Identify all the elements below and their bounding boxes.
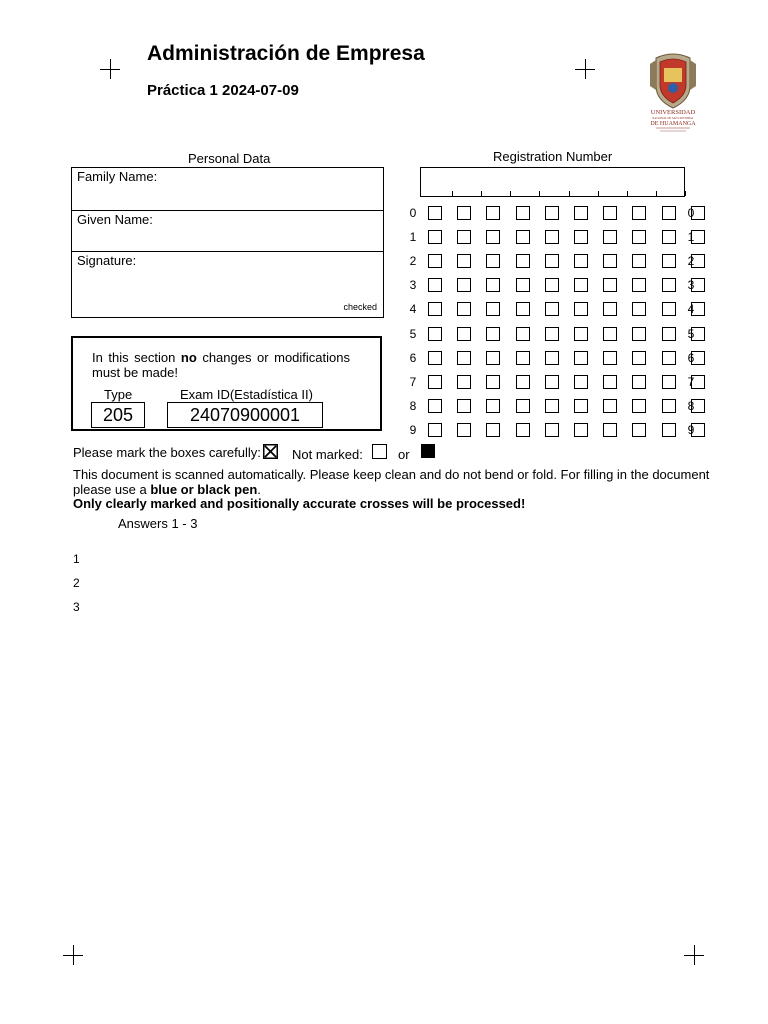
registration-digit-grid xyxy=(0,0,768,450)
registration-mark-bottom-right xyxy=(684,945,704,965)
registration-digit-checkbox[interactable] xyxy=(574,327,588,341)
registration-digit-checkbox[interactable] xyxy=(662,254,676,268)
scan-notice-line-2: please use a blue or black pen. xyxy=(73,482,261,497)
registration-digit-checkbox[interactable] xyxy=(574,230,588,244)
pen-color-bold: blue or black pen xyxy=(150,482,258,497)
digit-label-left: 5 xyxy=(409,326,417,341)
digit-label-right: 3 xyxy=(687,278,695,293)
registration-digit-checkbox[interactable] xyxy=(574,278,588,292)
registration-digit-checkbox[interactable] xyxy=(457,206,471,220)
answer-number: 2 xyxy=(73,576,80,590)
registration-digit-checkbox[interactable] xyxy=(516,278,530,292)
registration-digit-checkbox[interactable] xyxy=(545,230,559,244)
registration-digit-checkbox[interactable] xyxy=(545,302,559,316)
registration-digit-checkbox[interactable] xyxy=(545,206,559,220)
digit-label-left: 8 xyxy=(409,398,417,413)
digit-label-left: 6 xyxy=(409,350,417,365)
registration-digit-checkbox[interactable] xyxy=(457,375,471,389)
registration-digit-checkbox[interactable] xyxy=(516,375,530,389)
digit-label-right: 8 xyxy=(687,398,695,413)
registration-digit-checkbox[interactable] xyxy=(457,351,471,365)
or-label: or xyxy=(398,447,410,462)
registration-digit-checkbox[interactable] xyxy=(428,206,442,220)
logo-line-1: UNIVERSIDAD xyxy=(650,109,696,116)
digit-label-right: 5 xyxy=(687,326,695,341)
registration-digit-checkbox[interactable] xyxy=(574,302,588,316)
registration-digit-checkbox[interactable] xyxy=(603,399,617,413)
checked-label: checked xyxy=(343,302,377,312)
registration-digit-checkbox[interactable] xyxy=(632,254,646,268)
registration-digit-checkbox[interactable] xyxy=(662,375,676,389)
registration-digit-checkbox[interactable] xyxy=(603,423,617,437)
registration-digit-checkbox[interactable] xyxy=(632,423,646,437)
digit-label-right: 9 xyxy=(687,422,695,437)
scan-notice-line-1: This document is scanned automatically. Please keep clean and do not bend or fold. For filling in the document xyxy=(73,467,710,482)
page-subtitle: Práctica 1 2024-07-09 xyxy=(147,82,299,99)
digit-label-left: 1 xyxy=(409,230,417,245)
registration-digit-checkbox[interactable] xyxy=(545,375,559,389)
digit-label-right: 0 xyxy=(687,206,695,220)
registration-digit-checkbox[interactable] xyxy=(428,230,442,244)
registration-digit-checkbox[interactable] xyxy=(486,278,500,292)
registration-digit-checkbox[interactable] xyxy=(428,327,442,341)
registration-digit-checkbox[interactable] xyxy=(662,230,676,244)
family-name-label: Family Name: xyxy=(77,169,158,184)
registration-digit-checkbox[interactable] xyxy=(516,206,530,220)
registration-digit-checkbox[interactable] xyxy=(457,327,471,341)
registration-digit-checkbox[interactable] xyxy=(545,423,559,437)
exam-id-label: Exam ID(Estadística II) xyxy=(180,387,313,402)
exam-id-value: 24070900001 xyxy=(167,402,323,428)
marked-example-icon xyxy=(263,444,278,459)
registration-digit-checkbox[interactable] xyxy=(428,423,442,437)
registration-digit-checkbox[interactable] xyxy=(662,302,676,316)
registration-digit-checkbox[interactable] xyxy=(545,278,559,292)
registration-digit-checkbox[interactable] xyxy=(603,375,617,389)
digit-label-right: 7 xyxy=(687,374,695,389)
filled-example-box xyxy=(421,444,435,458)
registration-digit-checkbox[interactable] xyxy=(603,302,617,316)
registration-digit-checkbox[interactable] xyxy=(603,351,617,365)
registration-digit-checkbox[interactable] xyxy=(662,278,676,292)
registration-digit-checkbox[interactable] xyxy=(662,206,676,220)
registration-number-heading: Registration Number xyxy=(493,149,613,164)
registration-digit-checkbox[interactable] xyxy=(516,254,530,268)
registration-digit-checkbox[interactable] xyxy=(662,327,676,341)
digit-label-left: 9 xyxy=(409,422,417,437)
registration-digit-checkbox[interactable] xyxy=(516,327,530,341)
registration-digit-checkbox[interactable] xyxy=(428,351,442,365)
notice-text: In this section no changes or modifications must be made! xyxy=(92,350,350,380)
registration-digit-checkbox[interactable] xyxy=(603,206,617,220)
answer-number: 3 xyxy=(73,600,80,614)
registration-digit-checkbox[interactable] xyxy=(632,351,646,365)
processing-warning: Only clearly marked and positionally accurate crosses will be processed! xyxy=(73,496,526,511)
registration-digit-checkbox[interactable] xyxy=(574,375,588,389)
registration-digit-checkbox[interactable] xyxy=(428,375,442,389)
registration-digit-checkbox[interactable] xyxy=(486,423,500,437)
digit-label-right: 2 xyxy=(687,254,695,269)
notice-no-bold: no xyxy=(180,350,197,365)
personal-data-heading: Personal Data xyxy=(188,151,271,166)
registration-digit-checkbox[interactable] xyxy=(516,423,530,437)
registration-digit-checkbox[interactable] xyxy=(662,399,676,413)
registration-digit-checkbox[interactable] xyxy=(486,230,500,244)
registration-digit-checkbox[interactable] xyxy=(574,351,588,365)
registration-digit-checkbox[interactable] xyxy=(603,230,617,244)
registration-digit-checkbox[interactable] xyxy=(428,254,442,268)
registration-digit-checkbox[interactable] xyxy=(574,423,588,437)
answer-number: 1 xyxy=(73,552,80,566)
registration-digit-checkbox[interactable] xyxy=(516,399,530,413)
registration-digit-checkbox[interactable] xyxy=(428,399,442,413)
registration-digit-checkbox[interactable] xyxy=(457,278,471,292)
registration-digit-checkbox[interactable] xyxy=(545,327,559,341)
unmarked-example-box xyxy=(372,444,387,459)
registration-digit-checkbox[interactable] xyxy=(486,302,500,316)
registration-digit-checkbox[interactable] xyxy=(632,206,646,220)
registration-digit-checkbox[interactable] xyxy=(486,327,500,341)
registration-digit-checkbox[interactable] xyxy=(486,351,500,365)
registration-digit-checkbox[interactable] xyxy=(457,423,471,437)
registration-digit-checkbox[interactable] xyxy=(603,327,617,341)
registration-digit-checkbox[interactable] xyxy=(662,423,676,437)
registration-digit-checkbox[interactable] xyxy=(574,399,588,413)
registration-digit-checkbox[interactable] xyxy=(428,302,442,316)
registration-digit-checkbox[interactable] xyxy=(457,302,471,316)
registration-digit-checkbox[interactable] xyxy=(457,230,471,244)
digit-label-right: 4 xyxy=(687,302,695,317)
registration-digit-checkbox[interactable] xyxy=(545,254,559,268)
registration-digit-checkbox[interactable] xyxy=(632,230,646,244)
registration-digit-checkbox[interactable] xyxy=(486,375,500,389)
registration-digit-checkbox[interactable] xyxy=(632,375,646,389)
digit-label-left: 3 xyxy=(409,278,417,293)
given-name-label: Given Name: xyxy=(77,212,153,227)
registration-digit-checkbox[interactable] xyxy=(486,206,500,220)
logo-line-3: DE HUAMANGA xyxy=(650,121,696,127)
digit-label-left: 2 xyxy=(409,254,417,269)
digit-label-left: 0 xyxy=(409,206,417,220)
page-title: Administración de Empresa xyxy=(147,42,425,65)
not-marked-label: Not marked: xyxy=(292,447,363,462)
digit-label-right: 1 xyxy=(687,230,695,245)
registration-digit-checkbox[interactable] xyxy=(574,254,588,268)
digit-label-right: 6 xyxy=(687,350,695,365)
registration-digit-checkbox[interactable] xyxy=(545,399,559,413)
logo-line-2: NACIONAL DE SAN CRISTÓBAL xyxy=(652,117,694,120)
registration-digit-checkbox[interactable] xyxy=(457,254,471,268)
registration-digit-checkbox[interactable] xyxy=(574,206,588,220)
digit-label-left: 7 xyxy=(409,374,417,389)
registration-digit-checkbox[interactable] xyxy=(632,302,646,316)
registration-digit-checkbox[interactable] xyxy=(516,302,530,316)
registration-digit-checkbox[interactable] xyxy=(486,254,500,268)
type-value: 205 xyxy=(91,402,145,428)
registration-digit-checkbox[interactable] xyxy=(662,351,676,365)
registration-digit-checkbox[interactable] xyxy=(516,230,530,244)
registration-digit-checkbox[interactable] xyxy=(457,399,471,413)
registration-digit-checkbox[interactable] xyxy=(632,327,646,341)
signature-label: Signature: xyxy=(77,253,137,268)
registration-digit-checkbox[interactable] xyxy=(516,351,530,365)
registration-digit-checkbox[interactable] xyxy=(632,399,646,413)
mark-instruction-label: Please mark the boxes carefully: xyxy=(73,445,261,460)
registration-digit-checkbox[interactable] xyxy=(603,254,617,268)
answers-heading: Answers 1 - 3 xyxy=(118,516,198,531)
registration-digit-checkbox[interactable] xyxy=(603,278,617,292)
registration-digit-checkbox[interactable] xyxy=(486,399,500,413)
registration-mark-bottom-left xyxy=(63,945,83,965)
digit-label-left: 4 xyxy=(409,302,417,317)
registration-digit-checkbox[interactable] xyxy=(545,351,559,365)
registration-digit-checkbox[interactable] xyxy=(428,278,442,292)
type-label: Type xyxy=(104,387,133,402)
registration-digit-checkbox[interactable] xyxy=(632,278,646,292)
